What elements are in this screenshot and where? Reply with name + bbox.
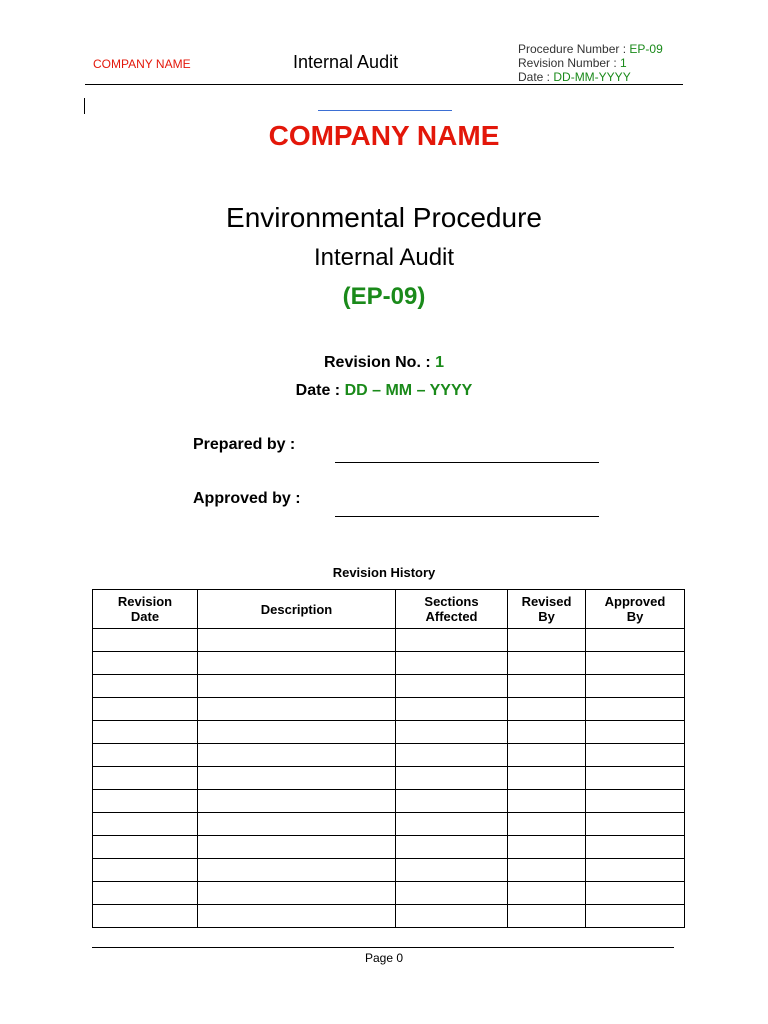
table-cell[interactable]: [396, 859, 508, 882]
revision-history-body: [93, 629, 685, 928]
table-cell[interactable]: [198, 652, 396, 675]
date-line: [0, 382, 768, 400]
table-cell[interactable]: [93, 790, 198, 813]
procedure-subject: Internal Audit: [313, 244, 455, 271]
table-cell[interactable]: [93, 905, 198, 928]
prepared-by-signature-line[interactable]: [335, 462, 599, 463]
table-cell[interactable]: [586, 721, 685, 744]
header-date: [518, 70, 663, 84]
text-cursor: [84, 98, 85, 114]
revision-number-line: [0, 354, 768, 372]
prepared-by-label: Prepared by :: [193, 436, 296, 453]
table-cell[interactable]: [586, 629, 685, 652]
table-cell[interactable]: [396, 744, 508, 767]
table-cell[interactable]: [508, 813, 586, 836]
table-cell[interactable]: [93, 675, 198, 698]
table-cell[interactable]: [198, 859, 396, 882]
table-row: [93, 767, 685, 790]
table-cell[interactable]: [508, 790, 586, 813]
header-divider: [85, 84, 683, 85]
table-cell[interactable]: [508, 767, 586, 790]
header-meta: [518, 42, 663, 84]
table-row: [93, 813, 685, 836]
header-date-value: DD-MM-YYYY: [553, 70, 631, 84]
table-row: [93, 836, 685, 859]
header-revision-number: [518, 56, 663, 70]
page-number: Page 0: [364, 951, 404, 965]
revision-label: Revision No. :: [323, 354, 436, 371]
table-cell[interactable]: [93, 859, 198, 882]
table-row: [93, 882, 685, 905]
date-label: Date :: [295, 382, 345, 399]
header-revision-label: Revision Number :: [518, 56, 621, 70]
table-row: [93, 859, 685, 882]
table-cell[interactable]: [93, 836, 198, 859]
table-cell[interactable]: [508, 905, 586, 928]
table-cell[interactable]: [396, 790, 508, 813]
table-row: [93, 675, 685, 698]
column-header-sections-affected: Sections Affected: [396, 590, 508, 629]
approved-by-label: Approved by :: [193, 490, 301, 507]
table-cell[interactable]: [396, 836, 508, 859]
procedure-code: (EP-09): [342, 283, 426, 310]
table-cell[interactable]: [198, 629, 396, 652]
table-cell[interactable]: [586, 836, 685, 859]
table-cell[interactable]: [508, 721, 586, 744]
table-cell[interactable]: [93, 882, 198, 905]
table-cell[interactable]: [198, 675, 396, 698]
table-row: [93, 905, 685, 928]
header-company-name: COMPANY NAME: [93, 57, 191, 71]
table-cell[interactable]: [586, 882, 685, 905]
table-cell[interactable]: [396, 629, 508, 652]
blue-rule: [318, 110, 452, 111]
table-cell[interactable]: [586, 813, 685, 836]
column-header-description: Description: [198, 590, 396, 629]
table-cell[interactable]: [508, 744, 586, 767]
table-row: [93, 652, 685, 675]
table-cell[interactable]: [198, 698, 396, 721]
table-cell[interactable]: [586, 744, 685, 767]
table-cell[interactable]: [508, 882, 586, 905]
company-title: COMPANY NAME: [268, 120, 500, 151]
table-header-row: [93, 590, 685, 629]
header-procedure-label: Procedure Number :: [518, 42, 630, 56]
revision-history-caption: Revision History: [332, 565, 436, 580]
table-cell[interactable]: [198, 813, 396, 836]
table-row: [93, 698, 685, 721]
table-cell[interactable]: [396, 767, 508, 790]
table-cell[interactable]: [586, 905, 685, 928]
table-cell[interactable]: [198, 790, 396, 813]
table-cell[interactable]: [93, 698, 198, 721]
table-cell[interactable]: [396, 698, 508, 721]
approved-by-signature-line[interactable]: [335, 516, 599, 517]
table-cell[interactable]: [198, 767, 396, 790]
table-cell[interactable]: [93, 652, 198, 675]
date-value: DD – MM – YYYY: [344, 382, 473, 399]
table-cell[interactable]: [508, 859, 586, 882]
table-cell[interactable]: [198, 836, 396, 859]
table-cell[interactable]: [198, 905, 396, 928]
table-cell[interactable]: [93, 813, 198, 836]
table-cell[interactable]: [586, 790, 685, 813]
table-cell[interactable]: [93, 721, 198, 744]
table-cell[interactable]: [396, 813, 508, 836]
column-header-approved-by: Approved By: [586, 590, 685, 629]
header-date-label: Date :: [518, 70, 554, 84]
table-cell[interactable]: [586, 767, 685, 790]
procedure-title: Environmental Procedure: [226, 202, 542, 233]
column-header-revision-date: Revision Date: [93, 590, 198, 629]
table-cell[interactable]: [586, 675, 685, 698]
table-cell[interactable]: [396, 882, 508, 905]
table-cell[interactable]: [396, 675, 508, 698]
header-procedure-value: EP-09: [629, 42, 663, 56]
table-cell[interactable]: [586, 652, 685, 675]
revision-value: 1: [435, 354, 445, 371]
table-cell[interactable]: [198, 744, 396, 767]
table-row: [93, 790, 685, 813]
table-cell[interactable]: [586, 698, 685, 721]
table-cell[interactable]: [93, 629, 198, 652]
revision-history-table: [92, 589, 685, 928]
column-header-revised-by: Revised By: [508, 590, 586, 629]
table-cell[interactable]: [396, 652, 508, 675]
table-row: [93, 744, 685, 767]
table-cell[interactable]: [508, 629, 586, 652]
footer-divider: [92, 947, 674, 948]
table-cell[interactable]: [508, 698, 586, 721]
header-title: Internal Audit: [293, 52, 399, 72]
table-cell[interactable]: [396, 905, 508, 928]
header-procedure-number: [518, 42, 663, 56]
table-cell[interactable]: [198, 882, 396, 905]
header-revision-value: 1: [620, 56, 627, 70]
table-cell[interactable]: [508, 652, 586, 675]
table-cell[interactable]: [93, 744, 198, 767]
table-row: [93, 629, 685, 652]
table-cell[interactable]: [396, 721, 508, 744]
table-cell[interactable]: [508, 675, 586, 698]
table-cell[interactable]: [508, 836, 586, 859]
table-cell[interactable]: [586, 859, 685, 882]
table-row: [93, 721, 685, 744]
table-cell[interactable]: [198, 721, 396, 744]
table-cell[interactable]: [93, 767, 198, 790]
